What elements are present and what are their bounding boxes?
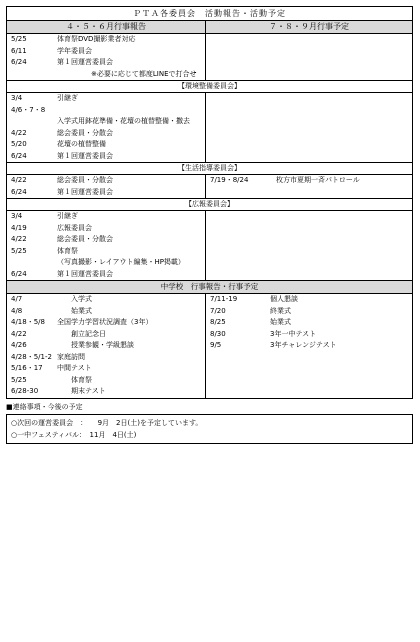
item-date: 7/19・8/24	[210, 176, 249, 184]
schedule-item	[206, 269, 412, 281]
schedule-item	[7, 329, 205, 341]
item-text: 3年チャレンジテスト	[270, 341, 337, 349]
schedule-item	[206, 34, 412, 46]
section-pr	[7, 211, 412, 280]
item-date: 6/28-30	[11, 387, 39, 395]
item-date: 4/18・5/8	[11, 318, 45, 326]
schedule-item	[206, 223, 412, 235]
schedule-item	[7, 151, 205, 163]
item-date: 4/22	[11, 329, 27, 338]
item-date: 3/4	[11, 212, 23, 220]
schedule-item	[7, 257, 205, 269]
item-text: 総会委員・分散会	[57, 176, 113, 184]
item-text: 創立記念日	[71, 329, 106, 338]
schedule-item	[206, 375, 412, 387]
item-text: 第１回運営委員会	[57, 58, 113, 66]
schedule-item	[7, 352, 205, 364]
item-text: 第１回運営委員会	[57, 187, 113, 196]
section-header-guidance: 【生活指導委員会】	[7, 162, 412, 175]
item-date: 6/24	[11, 269, 27, 278]
note-line: ○一中フェスティバル： 11月 4日(土)	[11, 430, 137, 439]
item-text: 終業式	[270, 306, 291, 315]
page-title: ＰＴＡ各委員会 活動報告・活動予定	[7, 7, 412, 21]
schedule-item	[7, 187, 205, 199]
item-date: 4/26	[11, 341, 27, 349]
schedule-item	[206, 57, 412, 69]
section-guidance	[7, 175, 412, 198]
schedule-item	[7, 234, 205, 246]
schedule-item	[206, 175, 412, 187]
item-date: 8/25	[210, 318, 226, 326]
item-text: 入学式用鉢花準備・花壇の植替整備・撒去	[57, 117, 190, 125]
item-text: 家庭訪問	[57, 352, 85, 361]
item-text: 引継ぎ	[57, 212, 78, 220]
item-text: 期末テスト	[71, 387, 106, 395]
notes-box	[6, 414, 413, 444]
schedule-item	[206, 69, 412, 81]
section-header-middle-school: 中学校 行事報告・行事予定	[7, 280, 412, 294]
item-date: 8/30	[210, 329, 226, 338]
item-text: 総会委員・分散会	[57, 235, 113, 243]
section-guidance-left	[7, 175, 206, 198]
item-date: 5/25	[11, 246, 27, 255]
schedule-item	[7, 139, 205, 151]
item-text: 枚方市夏期一斉パトロール	[276, 176, 360, 184]
item-text: 入学式	[71, 295, 92, 303]
item-text: 個人懇談	[270, 295, 298, 303]
item-date: 5/25	[11, 35, 27, 43]
item-date: 4/6・7・8	[11, 105, 46, 114]
schedule-item	[7, 375, 205, 387]
schedule-item	[7, 246, 205, 258]
section-header-environment: 【環境整備委員会】	[7, 80, 412, 93]
schedule-item	[206, 352, 412, 364]
schedule-item	[7, 116, 205, 128]
item-text: 総会委員・分散会	[57, 128, 113, 137]
schedule-item	[7, 306, 205, 318]
schedule-item	[7, 105, 205, 117]
section-general-left	[7, 34, 206, 80]
section-pr-left	[7, 211, 206, 280]
item-text: 体育祭	[71, 375, 92, 384]
item-text: 花壇の植替整備	[57, 140, 106, 148]
schedule-item	[7, 294, 205, 306]
schedule-item	[206, 329, 412, 341]
schedule-item	[206, 139, 412, 151]
item-date: 4/22	[11, 176, 27, 184]
schedule-item	[206, 151, 412, 163]
schedule-item	[206, 234, 412, 246]
item-text: 始業式	[71, 306, 92, 315]
schedule-item	[7, 128, 205, 140]
schedule-item	[206, 386, 412, 398]
item-date: 4/22	[11, 128, 27, 137]
item-date: 5/20	[11, 140, 27, 148]
note-line: ○次回の運営委員会 ： 9月 2日(土)を予定しています。	[11, 418, 203, 427]
schedule-item	[206, 46, 412, 58]
column-headers	[7, 21, 412, 34]
section-environment-left	[7, 93, 206, 162]
item-date: 7/20	[210, 306, 226, 315]
section-general-right	[206, 34, 412, 80]
schedule-item	[7, 93, 205, 105]
schedule-item	[7, 317, 205, 329]
item-text: 体育祭DVD撮影業者対応	[57, 35, 136, 43]
schedule-item	[206, 257, 412, 269]
schedule-item	[7, 175, 205, 187]
middle-school-left	[7, 294, 206, 398]
item-text: 学年委員会	[57, 46, 92, 55]
item-date: 4/7	[11, 295, 23, 303]
schedule-item	[206, 105, 412, 117]
item-date: 6/24	[11, 58, 27, 66]
schedule-item	[206, 363, 412, 375]
section-pr-right	[206, 211, 412, 280]
item-text: 始業式	[270, 318, 291, 326]
schedule-item	[7, 223, 205, 235]
item-date: 9/5	[210, 341, 222, 349]
item-date: 4/8	[11, 306, 23, 315]
schedule-item	[206, 211, 412, 223]
section-guidance-right	[206, 175, 412, 198]
committee-table	[6, 6, 413, 399]
schedule-item	[206, 340, 412, 352]
schedule-item	[7, 386, 205, 398]
schedule-item	[206, 187, 412, 199]
schedule-item	[206, 294, 412, 306]
schedule-item	[206, 93, 412, 105]
schedule-item	[7, 211, 205, 223]
item-date: 7/11-19	[210, 295, 238, 303]
item-text: 体育祭	[57, 246, 78, 255]
col-left-header: ４・５・６月行事報告	[7, 21, 206, 33]
col-right-header: ７・８・９月行事予定	[269, 22, 349, 31]
item-date: 4/22	[11, 235, 27, 243]
pta-report-page	[6, 6, 413, 444]
schedule-item	[7, 57, 205, 69]
schedule-item	[206, 306, 412, 318]
notes-label: ■連絡事項・今後の予定	[6, 402, 83, 411]
section-header-pr: 【広報委員会】	[7, 198, 412, 211]
item-date: 6/11	[11, 46, 27, 55]
schedule-item	[7, 34, 205, 46]
schedule-item	[206, 246, 412, 258]
item-text: ※必要に応じて都度LINEで打合せ	[91, 69, 197, 78]
item-text: 第１回運営委員会	[57, 151, 113, 160]
item-text: 第１回運営委員会	[57, 269, 113, 278]
section-environment-right	[206, 93, 412, 162]
item-date: 6/24	[11, 187, 27, 196]
section-general	[7, 34, 412, 80]
item-date: 6/24	[11, 151, 27, 160]
item-text: 3年一中テスト	[270, 329, 317, 338]
schedule-item	[7, 46, 205, 58]
schedule-item	[7, 269, 205, 281]
schedule-item	[206, 317, 412, 329]
item-text: （写真撮影・レイアウト編集・HP掲載）	[57, 258, 185, 266]
item-text: 全国学力学習状況調査（3年）	[57, 318, 153, 326]
schedule-item	[206, 116, 412, 128]
item-text: 引継ぎ	[57, 94, 78, 102]
schedule-item	[7, 69, 205, 81]
section-environment	[7, 93, 412, 162]
item-date: 4/28・5/1-2	[11, 352, 52, 361]
item-date: 5/25	[11, 375, 27, 384]
item-text: 授業参観・学級懇談	[71, 341, 134, 349]
middle-school-right	[206, 294, 412, 398]
item-date: 3/4	[11, 94, 23, 102]
item-date: 4/19	[11, 223, 27, 232]
schedule-item	[7, 340, 205, 352]
item-date: 5/16・17	[11, 364, 43, 372]
section-middle-school	[7, 294, 412, 398]
schedule-item	[206, 128, 412, 140]
item-text: 広報委員会	[57, 223, 92, 232]
schedule-item	[7, 363, 205, 375]
item-text: 中間テスト	[57, 364, 92, 372]
